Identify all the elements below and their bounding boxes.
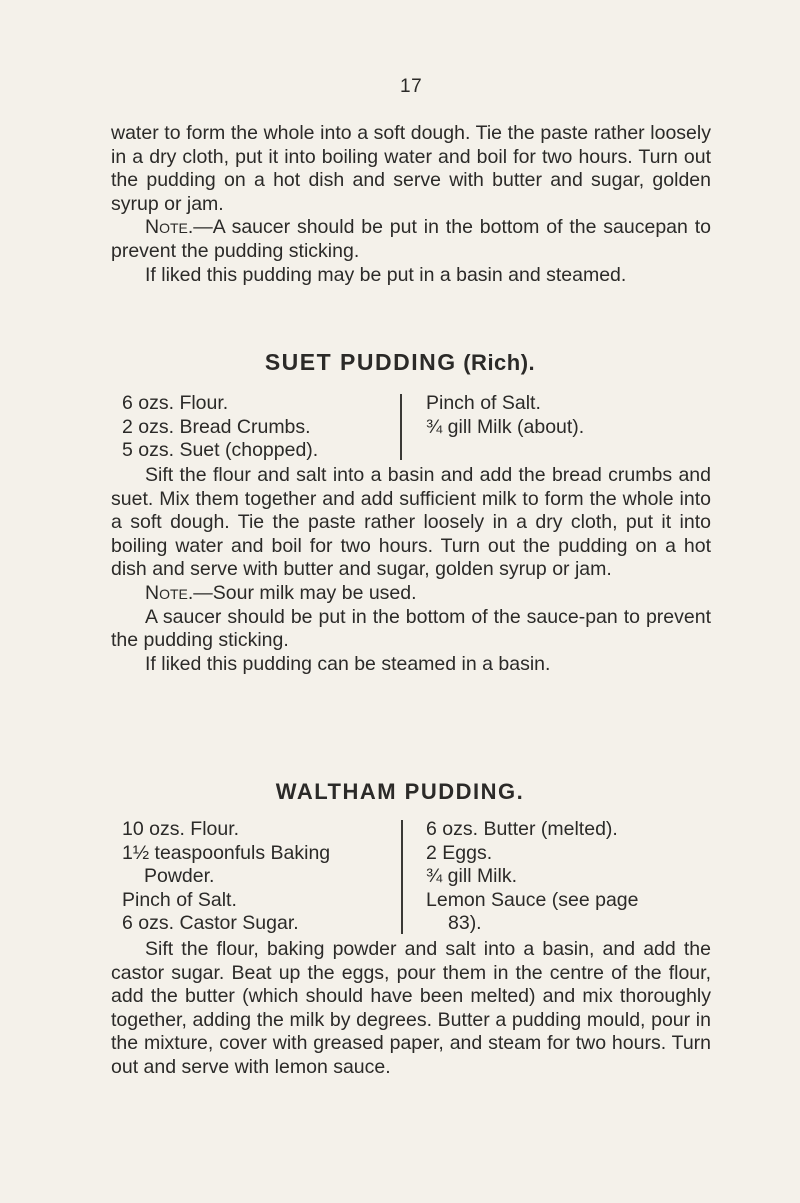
suet-note-text: —Sour milk may be used. [193, 581, 417, 604]
suet-method-section [111, 464, 711, 676]
suet-saucer: A saucer should be put in the bottom of the sauce-pan to prevent the pudding sticking. [111, 605, 711, 652]
ingredient-item: 5 ozs. Suet (chopped). [122, 439, 319, 462]
ingredients-divider [401, 820, 403, 934]
ingredient-item: 1½ teaspoonfuls Baking [122, 841, 331, 864]
ingredient-item: 6 ozs. Flour. [122, 392, 229, 414]
suet-note-label: Note. [145, 581, 194, 604]
intro-note-label: Note. [145, 216, 194, 239]
waltham-pudding-heading: WALTHAM PUDDING. [275, 779, 525, 804]
suet-steamed: If liked this pudding can be steamed in a basin. [145, 652, 551, 675]
suet-method: Sift the flour and salt into a basin and add the bread crumbs and suet. Mix them together and add sufficient milk to form the whole into a soft dough. Tie the paste rather loosely in a dry cloth, put it into boiling water and boil for two hours. Turn out the pudding on a hot dish and serve with butter and sugar, golden syrup or jam. [111, 464, 711, 581]
ingredient-item: ¾ gill Milk. [426, 865, 518, 888]
ingredient-item: 83). [448, 912, 482, 935]
waltham-ingredients-left [122, 818, 330, 936]
ingredient-item: ¾ gill Milk (about). [426, 415, 585, 438]
ingredients-divider [400, 394, 402, 460]
ingredient-item: Pinch of Salt. [426, 392, 541, 414]
suet-pudding-title: SUET PUDDING [264, 349, 457, 375]
ingredient-item: Lemon Sauce (see page [426, 888, 639, 911]
waltham-method-section [111, 938, 711, 1080]
intro-section [111, 122, 711, 287]
ingredient-item: 6 ozs. Castor Sugar. [122, 912, 299, 935]
ingredient-item: 2 ozs. Bread Crumbs. [122, 415, 311, 438]
suet-note [111, 582, 711, 606]
ingredient-item: 6 ozs. Butter (melted). [426, 818, 618, 840]
intro-paragraph: water to form the whole into a soft dough. Tie the paste rather loosely in a dry cloth, put it into boiling water and boil for two hours. Turn out the pudding on a hot dish and serve with butter and sugar, golden syrup or jam. [111, 122, 711, 215]
waltham-method: Sift the flour, baking powder and salt into a basin, and add the castor sugar. Beat up the eggs, pour them in the centre of the flour, add the butter (which should have been melted) and mix thoroughly together, adding the milk by degrees. Butter a pudding mould, pour in the mixture, cover with greased paper, and steam for two hours. Turn out and serve with lemon sauce. [111, 938, 711, 1078]
waltham-ingredients-right [426, 818, 638, 936]
suet-pudding-subtitle: (Rich). [463, 350, 536, 375]
ingredient-item: 2 Eggs. [426, 841, 493, 864]
ingredient-item: Pinch of Salt. [122, 888, 237, 911]
ingredient-item: Powder. [144, 865, 215, 888]
suet-ingredients-right [426, 392, 584, 439]
suet-pudding-heading [0, 349, 800, 376]
ingredient-item: 10 ozs. Flour. [122, 818, 240, 840]
intro-steamed: If liked this pudding may be put in a basin and steamed. [145, 263, 627, 286]
intro-note [111, 216, 711, 263]
page-number: 17 [400, 76, 423, 97]
suet-ingredients-left [122, 392, 318, 463]
intro-note-text: —A saucer should be put in the bottom of the saucepan to prevent the pudding sticking. [111, 216, 711, 262]
